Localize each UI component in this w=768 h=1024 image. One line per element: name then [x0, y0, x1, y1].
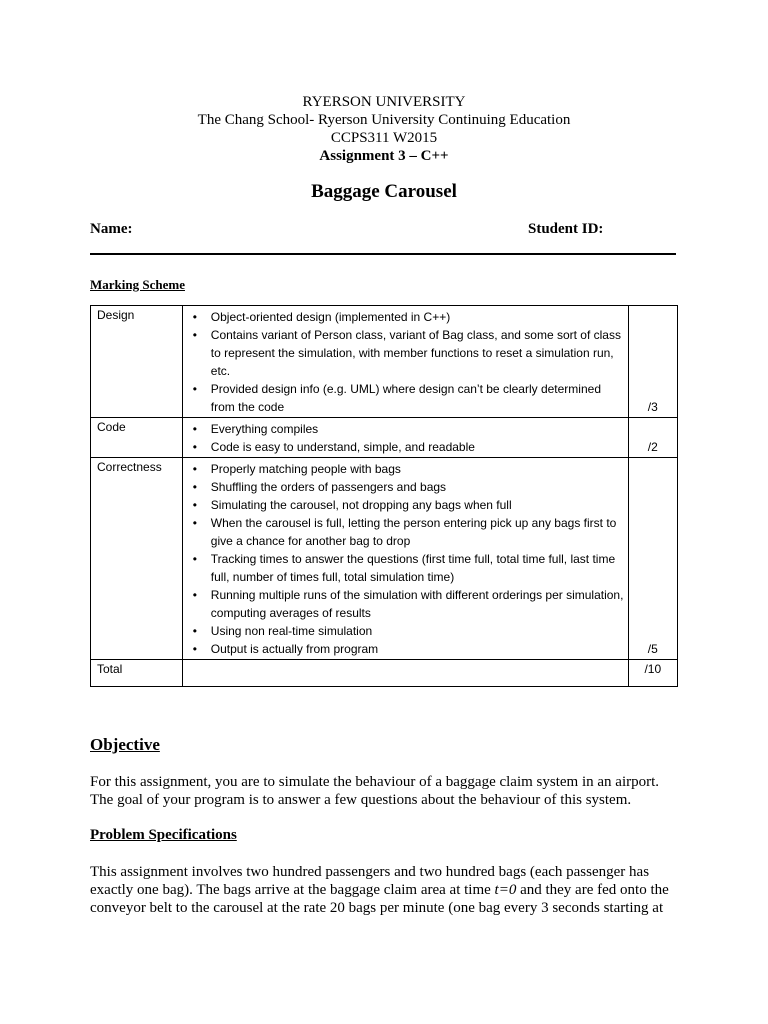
- list-item: • Everything compiles: [183, 420, 624, 438]
- time-variable: t=0: [494, 882, 517, 898]
- score-cell: /5: [628, 458, 677, 660]
- course-code: CCPS311 W2015: [330, 130, 438, 146]
- marking-scheme-heading: Marking Scheme: [90, 277, 185, 292]
- problem-text-part1: This assignment involves two hundred passengers and two hundred bags (each passenger has exactly one bag). The bags arrive at the baggage claim area at time: [90, 864, 650, 898]
- list-item: • Using non real-time simulation: [183, 622, 624, 640]
- student-id-label: Student ID:: [528, 221, 604, 237]
- list-item: • Running multiple runs of the simulation with different orderings per simulation, computing averages of results: [183, 586, 624, 622]
- objective-text: For this assignment, you are to simulate the behaviour of a baggage claim system in an airport. The goal of your program is to answer a few questions about the behaviour of this system.: [90, 774, 660, 808]
- document-title: Baggage Carousel: [311, 181, 457, 202]
- table-row: [91, 660, 678, 687]
- list-item: • Code is easy to understand, simple, and readable: [183, 438, 624, 456]
- category-cell: Correctness: [91, 458, 183, 660]
- category-cell: Design: [91, 306, 183, 418]
- university-name: RYERSON UNIVERSITY: [302, 94, 466, 110]
- signature-line: [90, 253, 676, 255]
- criteria-cell: [182, 418, 628, 458]
- score-cell: /3: [628, 306, 677, 418]
- list-item: • Properly matching people with bags: [183, 460, 624, 478]
- list-item: • Contains variant of Person class, variant of Bag class, and some sort of class to represent the simulation, with member functions to reset a simulation run, etc.: [183, 326, 624, 380]
- table-row: [91, 418, 678, 458]
- total-empty-cell: [182, 660, 628, 687]
- table-row: [91, 306, 678, 418]
- list-item: • When the carousel is full, letting the person entering pick up any bags first to give a chance for another bag to drop: [183, 514, 624, 550]
- list-item: • Tracking times to answer the questions (first time full, total time full, last time full, number of times full, total simulation time): [183, 550, 624, 586]
- total-score-cell: /10: [628, 660, 677, 687]
- category-cell: Code: [91, 418, 183, 458]
- list-item: • Output is actually from program: [183, 640, 624, 658]
- criteria-cell: [182, 306, 628, 418]
- total-label-cell: Total: [91, 660, 183, 687]
- problem-spec-heading: Problem Specifications: [90, 827, 237, 843]
- problem-text-part2: and they are fed onto the conveyor belt to the carousel at the rate 20 bags per minute (one bag every 3 seconds starting at: [90, 882, 669, 916]
- school-name: The Chang School- Ryerson University Continuing Education: [197, 112, 571, 128]
- list-item: • Simulating the carousel, not dropping any bags when full: [183, 496, 624, 514]
- problem-spec-text: [90, 863, 680, 917]
- name-label: Name:: [90, 221, 133, 237]
- marking-scheme-table: [90, 305, 678, 687]
- list-item: • Shuffling the orders of passengers and bags: [183, 478, 624, 496]
- list-item: • Provided design info (e.g. UML) where design can’t be clearly determined from the code: [183, 380, 624, 416]
- score-cell: /2: [628, 418, 677, 458]
- objective-heading: Objective: [90, 735, 160, 754]
- table-row: [91, 458, 678, 660]
- criteria-cell: [182, 458, 628, 660]
- assignment-title: Assignment 3 – C++: [319, 148, 449, 164]
- list-item: • Object-oriented design (implemented in C++): [183, 308, 624, 326]
